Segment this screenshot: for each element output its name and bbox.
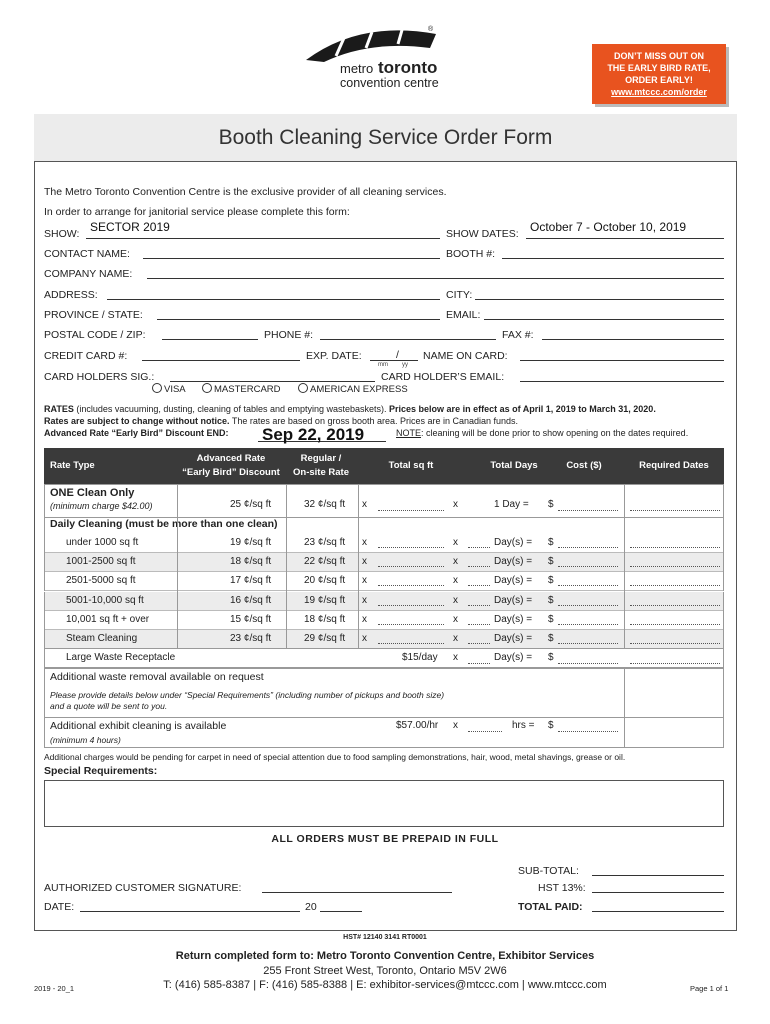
phone-field[interactable] <box>320 339 496 340</box>
daily-row-x1: x <box>362 633 367 644</box>
daily-row-x2: x <box>453 633 458 644</box>
col-rate-type: Rate Type <box>50 460 95 471</box>
exhibit-dollar: $ <box>548 720 554 731</box>
one-clean-days: 1 Day = <box>494 499 529 510</box>
col-required-dates: Required Dates <box>639 460 709 471</box>
waste-removal-note-1: Please provide details below under “Special Requirements” (including number of pickups and booth size) <box>50 690 445 700</box>
promo-line-1: DON’T MISS OUT ON <box>614 51 704 61</box>
daily-row-label: 10,001 sq ft + over <box>66 614 150 625</box>
contact-name-field[interactable] <box>143 258 440 259</box>
daily-row-cost-field[interactable] <box>558 605 618 606</box>
daily-row-x2: x <box>453 575 458 586</box>
daily-row-cost-field[interactable] <box>558 585 618 586</box>
daily-row-dates-field[interactable] <box>630 566 720 567</box>
daily-row-adv: 19 ¢/sq ft <box>230 537 272 548</box>
daily-row-adv: 16 ¢/sq ft <box>230 595 272 606</box>
exhibit-cost-field[interactable] <box>558 731 618 732</box>
row-border-left <box>44 553 45 572</box>
daily-row-dollar: $ <box>548 595 554 606</box>
special-requirements-label: Special Requirements: <box>44 765 158 777</box>
note-label: NOTE <box>396 428 422 438</box>
show-field[interactable] <box>86 238 440 239</box>
fax-field[interactable] <box>542 339 724 340</box>
row-border-left <box>44 592 45 611</box>
amex-option[interactable] <box>298 383 408 395</box>
rates-line-1 <box>44 404 656 414</box>
daily-row-adv: 23 ¢/sq ft <box>230 633 272 644</box>
daily-row-x2: x <box>453 595 458 606</box>
one-clean-x2: x <box>453 499 458 510</box>
waste-removal-note-2: and a quote will be sent to you. <box>50 701 168 711</box>
daily-row-days: Day(s) = <box>494 595 533 606</box>
name-on-card-field[interactable] <box>520 360 724 361</box>
daily-row-sqft-field[interactable] <box>378 643 444 644</box>
row-border-right <box>723 630 724 649</box>
daily-row-cost-field[interactable] <box>558 547 618 548</box>
auth-signature-field[interactable] <box>262 892 452 893</box>
col-total-days: Total Days <box>490 460 538 471</box>
daily-row-days-field[interactable] <box>468 547 490 548</box>
waste-dollar: $ <box>548 652 554 663</box>
name-on-card-label: NAME ON CARD: <box>423 350 508 362</box>
col-cost: Cost ($) <box>566 460 602 471</box>
daily-row-dates-field[interactable] <box>630 585 720 586</box>
daily-row-days: Day(s) = <box>494 537 533 548</box>
mastercard-radio[interactable] <box>202 383 212 393</box>
daily-row-x1: x <box>362 556 367 567</box>
address-field[interactable] <box>107 299 440 300</box>
email-field[interactable] <box>484 319 724 320</box>
waste-cost-field[interactable] <box>558 663 618 664</box>
row-border-left <box>44 611 45 630</box>
show-value: SECTOR 2019 <box>90 220 170 234</box>
table-col-divider <box>358 484 359 648</box>
daily-row-reg: 19 ¢/sq ft <box>304 595 346 606</box>
rates-table-header <box>44 448 724 484</box>
daily-row-dollar: $ <box>548 575 554 586</box>
hst-field[interactable] <box>592 892 724 893</box>
total-paid-label: TOTAL PAID: <box>518 901 583 913</box>
daily-row-label: Steam Cleaning <box>66 633 138 644</box>
daily-row-x1: x <box>362 575 367 586</box>
card-sig-label: CARD HOLDERS SIG.: <box>44 371 155 383</box>
row-border-right <box>723 553 724 572</box>
rates-heading: RATES <box>44 404 74 414</box>
row-border-right <box>723 592 724 611</box>
exp-date-slash: / <box>396 349 399 361</box>
early-bird-promo <box>592 44 726 104</box>
exp-yy-hint: yy <box>402 362 408 368</box>
daily-row <box>44 592 724 611</box>
logo-arc-icon <box>300 26 440 62</box>
amex-label: AMERICAN EXPRESS <box>310 384 408 395</box>
credit-card-field[interactable] <box>142 360 300 361</box>
show-dates-value: October 7 - October 10, 2019 <box>530 220 687 234</box>
email-label: EMAIL: <box>446 309 481 321</box>
exhibit-x: x <box>453 720 458 731</box>
hst-number: HST# 12140 3141 RT0001 <box>343 934 427 941</box>
promo-line-2: THE EARLY BIRD RATE, <box>607 63 711 73</box>
daily-row <box>44 630 724 649</box>
daily-row-label: under 1000 sq ft <box>66 537 139 548</box>
daily-row-x2: x <box>453 556 458 567</box>
rates-effective: Prices below are in effect as of April 1, 2019 to March 31, 2020. <box>389 404 656 414</box>
daily-row-label: 2501-5000 sq ft <box>66 575 136 586</box>
table-col-divider <box>177 484 178 648</box>
mastercard-option[interactable] <box>202 383 281 395</box>
daily-title-band <box>44 516 724 534</box>
hst-label: HST 13%: <box>538 882 586 894</box>
show-dates-label: SHOW DATES: <box>446 228 519 240</box>
company-name-field[interactable] <box>147 278 724 279</box>
phone-label: PHONE #: <box>264 329 314 341</box>
daily-row-dollar: $ <box>548 556 554 567</box>
daily-row-dates-field[interactable] <box>630 605 720 606</box>
rates-basis-note: The rates are based on gross booth area. Prices are in Canadian funds. <box>229 416 519 426</box>
card-holder-email-label: CARD HOLDER’S EMAIL: <box>381 371 505 383</box>
form-code: 2019 - 20_1 <box>34 984 75 993</box>
additional-charges-note: Additional charges would be pending for carpet in need of special attention due to food sampling demonstrations, hair, wood, metal shavings, grease or oil. <box>44 752 626 762</box>
province-field[interactable] <box>157 319 440 320</box>
daily-row-x1: x <box>362 537 367 548</box>
daily-row <box>44 553 724 572</box>
daily-row-reg: 29 ¢/sq ft <box>304 633 346 644</box>
promo-line-3: ORDER EARLY! <box>625 75 693 85</box>
daily-cleaning-title: Daily Cleaning (must be more than one clean) <box>50 518 278 530</box>
exhibit-hours-field[interactable] <box>468 731 502 732</box>
col-advanced-rate-2: “Early Bird” Discount <box>182 467 280 478</box>
credit-card-label: CREDIT CARD #: <box>44 350 128 362</box>
one-clean-title: ONE Clean Only <box>50 487 135 499</box>
table-col-divider <box>624 484 625 648</box>
row-border-right <box>723 572 724 591</box>
exp-date-field[interactable] <box>370 360 418 361</box>
daily-row-days: Day(s) = <box>494 556 533 567</box>
date-year-prefix: 20 <box>305 901 317 913</box>
date-field[interactable] <box>80 911 300 912</box>
return-instructions: Return completed form to: Metro Toronto Convention Centre, Exhibitor Services <box>175 950 595 962</box>
prepaid-notice: ALL ORDERS MUST BE PREPAID IN FULL <box>271 833 499 845</box>
exhibit-cleaning-note: (minimum 4 hours) <box>50 735 121 745</box>
daily-row-days-field[interactable] <box>468 566 490 567</box>
show-label: SHOW: <box>44 228 80 240</box>
one-clean-sqft-field[interactable] <box>378 510 444 511</box>
card-holder-email-field[interactable] <box>520 381 724 382</box>
early-bird-end-date: Sep 22, 2019 <box>262 425 365 444</box>
daily-row-x2: x <box>453 614 458 625</box>
daily-row-dates-field[interactable] <box>630 624 720 625</box>
table-col-divider <box>286 484 287 648</box>
waste-days: Day(s) = <box>494 652 533 663</box>
amex-radio[interactable] <box>298 383 308 393</box>
col-total-sqft: Total sq ft <box>388 460 434 471</box>
booth-label: BOOTH #: <box>446 248 496 260</box>
daily-row-reg: 22 ¢/sq ft <box>304 556 346 567</box>
one-clean-dates-field[interactable] <box>630 510 720 511</box>
note-text: : cleaning will be done prior to show opening on the dates required. <box>421 428 689 438</box>
city-field[interactable] <box>475 299 724 300</box>
card-sig-field[interactable] <box>170 381 375 382</box>
total-paid-field[interactable] <box>592 911 724 912</box>
daily-row-reg: 23 ¢/sq ft <box>304 537 346 548</box>
daily-row-dates-field[interactable] <box>630 547 720 548</box>
province-label: PROVINCE / STATE: <box>44 309 143 321</box>
mtcc-logo <box>300 26 475 96</box>
daily-row-sqft-field[interactable] <box>378 585 444 586</box>
row-border-right <box>723 611 724 630</box>
daily-row-sqft-field[interactable] <box>378 624 444 625</box>
one-clean-x1: x <box>362 499 367 510</box>
exhibit-cleaning-label: Additional exhibit cleaning is available <box>50 720 227 732</box>
visa-label: VISA <box>164 384 186 395</box>
col-regular-2: On-site Rate <box>293 467 349 478</box>
rates-includes: (includes vacuuming, dusting, cleaning of tables and emptying wastebaskets). <box>73 404 390 414</box>
rates-line-3 <box>44 428 229 438</box>
contact-info: T: (416) 585-8387 | F: (416) 585-8388 | E: exhibitor-services@mtccc.com | www.mtccc.com <box>163 979 607 991</box>
city-label: CITY: <box>446 289 473 301</box>
daily-row-cost-field[interactable] <box>558 624 618 625</box>
subtotal-label: SUB-TOTAL: <box>518 865 579 877</box>
page-number: Page 1 of 1 <box>690 984 729 993</box>
visa-radio[interactable] <box>152 383 162 393</box>
daily-row-sqft-field[interactable] <box>378 566 444 567</box>
one-clean-dollar: $ <box>548 499 554 510</box>
daily-row-sqft-field[interactable] <box>378 547 444 548</box>
daily-row-days-field[interactable] <box>468 624 490 625</box>
logo-word-toronto: toronto <box>377 58 438 77</box>
intro-line-1: The Metro Toronto Convention Centre is the exclusive provider of all cleaning services. <box>44 186 447 198</box>
daily-row-adv: 17 ¢/sq ft <box>230 575 272 586</box>
daily-row <box>44 534 724 553</box>
daily-row-x1: x <box>362 595 367 606</box>
col-regular-1: Regular / <box>300 453 342 464</box>
daily-row-days: Day(s) = <box>494 614 533 625</box>
auth-signature-label: AUTHORIZED CUSTOMER SIGNATURE: <box>44 882 242 894</box>
mastercard-label: MASTERCARD <box>214 384 281 395</box>
daily-row-reg: 18 ¢/sq ft <box>304 614 346 625</box>
special-requirements-input[interactable] <box>44 780 724 827</box>
waste-label: Large Waste Receptacle <box>66 652 176 663</box>
daily-row-sqft-field[interactable] <box>378 605 444 606</box>
daily-row-days-field[interactable] <box>468 643 490 644</box>
waste-removal-text: Additional waste removal available on request <box>50 671 264 683</box>
col-advanced-rate-1: Advanced Rate <box>196 453 266 464</box>
waste-rate: $15/day <box>402 652 438 663</box>
daily-row-label: 1001-2500 sq ft <box>66 556 136 567</box>
daily-row-days: Day(s) = <box>494 575 533 586</box>
daily-row-x2: x <box>453 537 458 548</box>
return-address: 255 Front Street West, Toronto, Ontario M5V 2W6 <box>263 965 507 977</box>
daily-row-dates-field[interactable] <box>630 643 720 644</box>
postal-label: POSTAL CODE / ZIP: <box>44 329 146 341</box>
date-year-field[interactable] <box>320 911 362 912</box>
one-clean-reg: 32 ¢/sq ft <box>304 499 346 510</box>
row-border-left <box>44 572 45 591</box>
one-clean-cost-field[interactable] <box>558 510 618 511</box>
logo-word-metro: metro <box>340 61 374 76</box>
waste-x: x <box>453 652 458 663</box>
booth-field[interactable] <box>502 258 724 259</box>
daily-row-dollar: $ <box>548 633 554 644</box>
waste-dates-field[interactable] <box>630 663 720 664</box>
daily-row-days-field[interactable] <box>468 605 490 606</box>
address-label: ADDRESS: <box>44 289 98 301</box>
cleaning-note <box>396 428 688 438</box>
early-bird-end-label: Advanced Rate “Early Bird” Discount END: <box>44 428 229 438</box>
exp-date-label: EXP. DATE: <box>306 350 362 362</box>
one-clean-adv: 25 ¢/sq ft <box>230 499 272 510</box>
visa-option[interactable] <box>152 383 186 395</box>
company-name-label: COMPANY NAME: <box>44 268 133 280</box>
show-dates-field[interactable] <box>526 238 724 239</box>
date-label: DATE: <box>44 901 75 913</box>
registered-mark: ® <box>428 26 434 33</box>
subtotal-field[interactable] <box>592 875 724 876</box>
fax-label: FAX #: <box>502 329 534 341</box>
daily-row-cost-field[interactable] <box>558 643 618 644</box>
postal-field[interactable] <box>162 339 258 340</box>
daily-row-reg: 20 ¢/sq ft <box>304 575 346 586</box>
daily-row-x1: x <box>362 614 367 625</box>
contact-name-label: CONTACT NAME: <box>44 248 130 260</box>
daily-row <box>44 572 724 591</box>
intro-line-2: In order to arrange for janitorial service please complete this form: <box>44 206 350 218</box>
waste-days-field[interactable] <box>468 663 490 664</box>
row-border-right <box>723 534 724 553</box>
exp-mm-hint: mm <box>378 362 388 368</box>
daily-row-days: Day(s) = <box>494 633 533 644</box>
daily-row-adv: 18 ¢/sq ft <box>230 556 272 567</box>
logo-word-convention: convention centre <box>340 76 439 90</box>
daily-row-dollar: $ <box>548 614 554 625</box>
one-clean-min: (minimum charge $42.00) <box>50 501 153 511</box>
row-border-left <box>44 534 45 553</box>
daily-row-label: 5001-10,000 sq ft <box>66 595 144 606</box>
form-title: Booth Cleaning Service Order Form <box>34 114 737 162</box>
rates-change-note: Rates are subject to change without notice. <box>44 416 230 426</box>
daily-row-cost-field[interactable] <box>558 566 618 567</box>
exhibit-hrs: hrs = <box>512 720 535 731</box>
daily-row-adv: 15 ¢/sq ft <box>230 614 272 625</box>
daily-row-days-field[interactable] <box>468 585 490 586</box>
exhibit-rate: $57.00/hr <box>396 720 439 731</box>
daily-row-dollar: $ <box>548 537 554 548</box>
row-border-left <box>44 630 45 649</box>
promo-order-link[interactable]: www.mtccc.com/order <box>611 87 707 97</box>
